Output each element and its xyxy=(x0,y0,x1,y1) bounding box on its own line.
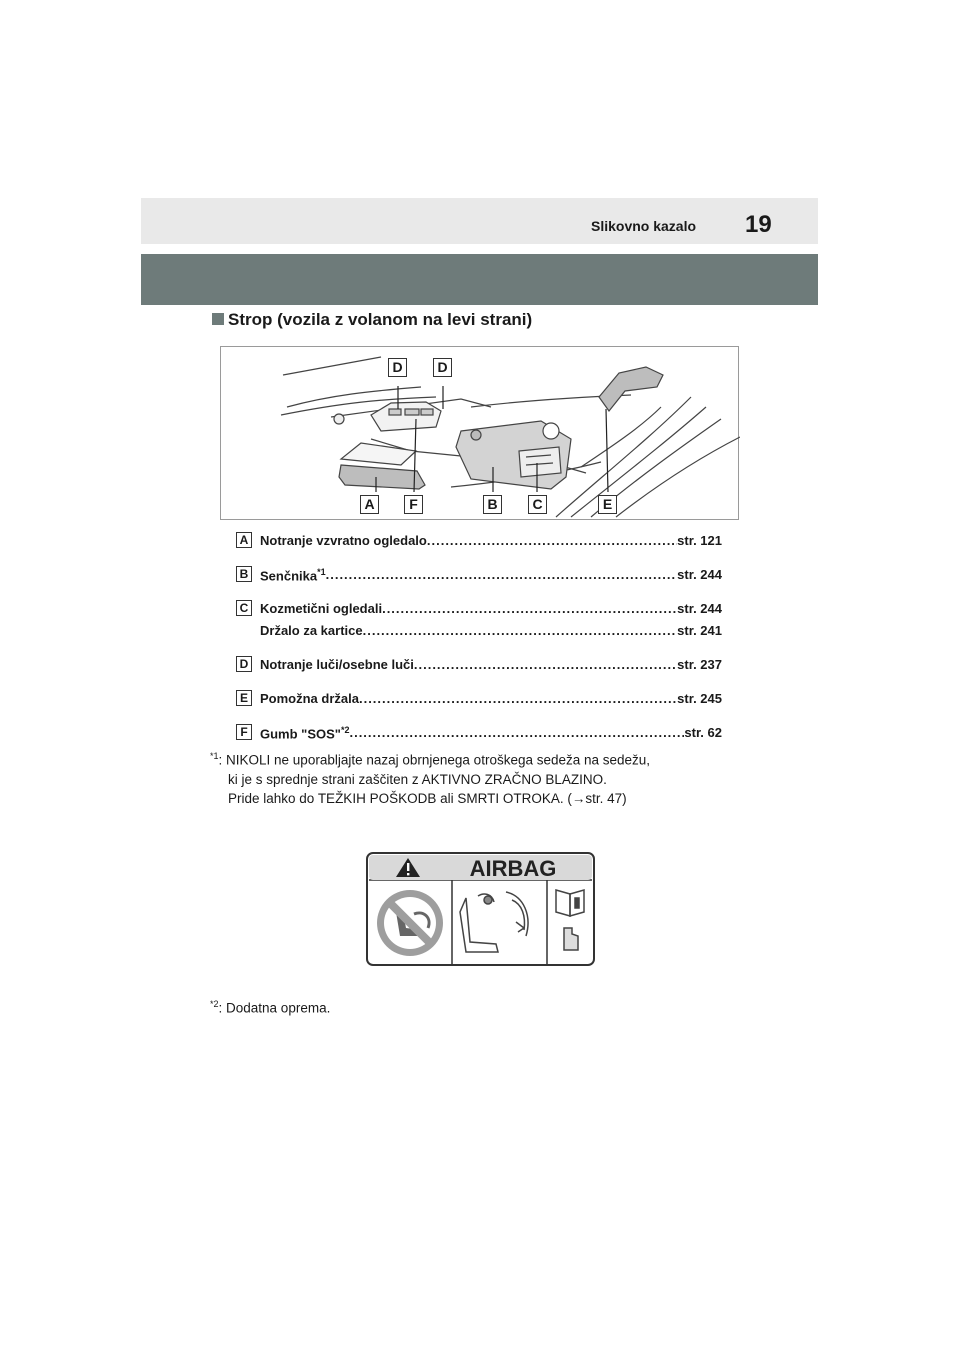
entry-letter-box: C xyxy=(236,600,252,616)
entry-row xyxy=(260,691,722,706)
entry-row xyxy=(260,623,722,638)
callout-a: A xyxy=(360,495,379,514)
dot-leader xyxy=(359,691,677,706)
callout-b: B xyxy=(483,495,502,514)
header-bar xyxy=(141,198,818,244)
footnote-2-text: : Dodatna oprema. xyxy=(218,1000,331,1016)
entry-label: Notranje luči/osebne luči xyxy=(260,657,414,672)
dot-leader xyxy=(382,601,677,616)
entry-label: Notranje vzvratno ogledalo xyxy=(260,533,427,548)
entry-letter-box: F xyxy=(236,724,252,740)
footnote-2-marker: *2 xyxy=(210,999,219,1009)
footnote-1 xyxy=(210,747,650,808)
entry-label: Držalo za kartice xyxy=(260,623,363,638)
entry-page-link[interactable]: str. 241 xyxy=(677,623,722,638)
footnote-1-marker: *1 xyxy=(210,751,219,761)
list-item xyxy=(236,687,722,721)
entry-label: Kozmetični ogledali xyxy=(260,601,383,616)
footnote-1-text-1: : NIKOLI ne uporabljajte nazaj obrnjenega otroškega sedeža na sedežu, xyxy=(218,752,651,768)
entry-letter-box: D xyxy=(236,656,252,672)
no-rear-facing-seat-icon xyxy=(377,890,443,956)
entry-label xyxy=(260,567,326,583)
list-item xyxy=(236,597,722,619)
entry-letter-box: B xyxy=(236,566,252,582)
entry-label-text: Senčnika xyxy=(260,568,318,584)
page-number: 19 xyxy=(745,211,772,238)
entry-page-link[interactable]: str. 237 xyxy=(677,657,722,672)
entry-letter-box: E xyxy=(236,690,252,706)
entry-row xyxy=(260,657,722,672)
airbag-warning-label xyxy=(366,852,595,966)
entry-page-link[interactable]: str. 244 xyxy=(677,601,722,616)
entry-label: Pomožna držala xyxy=(260,691,359,706)
callout-e: E xyxy=(598,495,617,514)
callout-c: C xyxy=(528,495,547,514)
square-bullet-icon xyxy=(212,313,224,325)
ceiling-illustration xyxy=(220,346,739,520)
footnote-1-line1 xyxy=(210,747,650,770)
ceiling-drawing xyxy=(221,347,740,521)
dot-leader xyxy=(427,533,677,548)
entry-row xyxy=(260,533,722,548)
section-heading xyxy=(212,310,532,330)
header-title: Slikovno kazalo xyxy=(591,218,697,234)
footnote-2 xyxy=(210,995,330,1018)
section-heading-text: Strop (vozila z volanom na levi strani) xyxy=(228,310,533,329)
callout-f: F xyxy=(404,495,423,514)
entry-row xyxy=(260,725,722,741)
parts-index-list xyxy=(236,529,722,755)
section-bar xyxy=(141,254,818,305)
entry-letter-box: A xyxy=(236,532,252,548)
footnote-1-line3: Pride lahko do TEŽKIH POŠKODB ali SMRTI OTROKA. (→str. 47) xyxy=(228,790,627,806)
callout-d-right: D xyxy=(433,358,452,377)
entry-row xyxy=(260,601,722,616)
entry-label-text: Gumb "SOS" xyxy=(260,726,341,742)
airbag-title: AIRBAG xyxy=(469,856,557,881)
list-item xyxy=(236,563,722,597)
list-item xyxy=(236,619,722,653)
entry-page-link[interactable]: str. 245 xyxy=(677,691,722,706)
dot-leader xyxy=(326,567,678,583)
dot-leader xyxy=(414,657,677,672)
entry-page-link[interactable]: str. 244 xyxy=(677,567,722,582)
list-item xyxy=(236,653,722,687)
footnote-1-line2: ki je s sprednje strani zaščiten z AKTIVNO ZRAČNO BLAZINO. xyxy=(228,771,607,787)
dot-leader xyxy=(363,623,678,638)
dot-leader xyxy=(349,725,684,741)
list-item xyxy=(236,529,722,563)
footnote-marker: *2 xyxy=(340,725,350,735)
entry-row xyxy=(260,567,722,583)
footnote-marker: *1 xyxy=(317,567,326,577)
callout-d-left: D xyxy=(388,358,407,377)
entry-page-link[interactable]: str. 121 xyxy=(677,533,722,548)
entry-page-link[interactable]: str. 62 xyxy=(684,725,722,740)
entry-label xyxy=(260,725,349,741)
airbag-label-graphic xyxy=(366,852,595,966)
